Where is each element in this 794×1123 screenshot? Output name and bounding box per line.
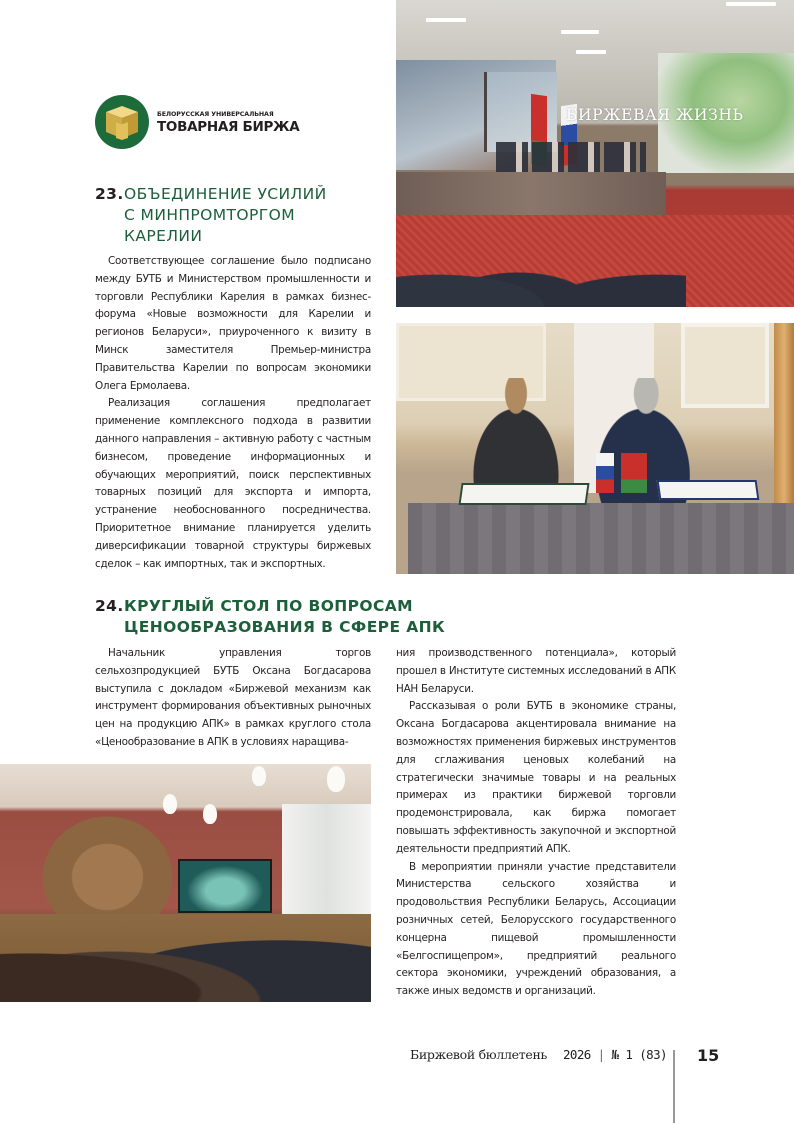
section-24-body-left [95,645,371,752]
ceiling-lamp [561,30,599,34]
russia-table-flag [596,453,614,493]
logo-circle [95,95,149,149]
issue-info [563,1047,667,1062]
paragraph: Реализация соглашения предполагает применение комплексного подхода в развитии данного направления – активную работу с частным бизнесом, проведение информационных и обучающих мероприятий, поиск перспективных товарных позиций для экспорта и импорта, устранение необоснованного посредничества. Приоритетное внимание планируется уделить диверсификации товарной структуры биржевых сделок – как импортных, так и экспортных. [95,397,371,570]
presidium-people [496,142,646,174]
paragraph: Рассказывая о роли БУТБ в экономике страны, Оксана Богдасарова акцентировала внимание на возможностях применения биржевых инструментов для сглаживания ценовых колебаний на стратегически значимые товары и на реальных примерах из практики биржевой торговли продемонстрировала, как биржа помогает повышать эффективность закупочной и экспортной деятельности предприятий АПК. [396,700,676,855]
issue-separator: | [597,1047,605,1062]
title-line: ЦЕНООБРАЗОВАНИЯ В СФЕРЕ АПК [124,618,446,636]
title-line: ОБЪЕДИНЕНИЕ УСИЛИЙ [124,185,327,203]
presentation-screen [178,859,272,913]
pendant-lamp [163,794,177,814]
title-line: КАРЕЛИИ [124,227,203,245]
title-line: КРУГЛЫЙ СТОЛ ПО ВОПРОСАМ [124,597,413,615]
audience [396,232,686,307]
section-number: 24. [95,597,124,615]
footer-divider [673,1050,675,1123]
ceiling-lamp [726,2,776,6]
issue-year: 2026 [563,1047,591,1062]
section-title [124,184,327,247]
section-23-heading [95,184,395,247]
paragraph: Соответствующее соглашение было подписано между БУТБ и Министерством промышленности и торговли Республики Карелия в рамках бизнес-форума «Новые возможности для Карелии и регионов Беларуси», приуроченного к визиту в Минск заместителя Премьер-министра Правительства Карелии по вопросам экономики Олега Ермолаева. [95,255,371,392]
paragraph: Начальник управления торгов сельхозпродукцией БУТБ Оксана Богдасарова выступила с докладом «Биржевой механизм как инструмент формирования объективных рыночных цен на продукцию АПК» в рамках круглого стола «Ценообразование в АПК в условиях наращива- [95,647,371,748]
ceiling-lamp [426,18,466,22]
butb-cube-icon [104,104,140,140]
signing-table [408,503,794,574]
pendant-lamp [327,766,345,792]
agreement-folder [458,483,589,505]
title-line: С МИНПРОМТОРГОМ [124,206,295,224]
pendant-lamp [203,804,217,824]
section-title [124,596,445,638]
photo-business-forum [396,0,794,307]
section-24-heading [95,596,475,638]
photo-agreement-signing [396,323,794,574]
section-23-body [95,253,371,573]
page-number: 15 [697,1046,720,1065]
publication-title: Биржевой бюллетень [410,1047,548,1062]
pendant-lamp [252,766,266,786]
roundtable-participants [0,914,371,1002]
logo-text-top: БЕЛОРУССКАЯ УНИВЕРСАЛЬНАЯ [157,111,274,118]
section-number: 23. [95,185,124,203]
agreement-folder [657,480,760,500]
section-rubric: БИРЖЕВАЯ ЖИЗНЬ [566,106,744,124]
belarus-table-flag [621,453,647,493]
curtain [774,323,794,523]
logo-text-main: ТОВАРНАЯ БИРЖА [157,119,300,135]
issue-number: № 1 (83) [611,1047,667,1062]
paragraph-continued: ния производственного потенциала», который прошел в Институте системных исследований в АПК НАН Беларуси. [396,647,676,695]
paragraph: В мероприятии приняли участие представители Министерства сельского хозяйства и продовольствия Республики Беларусь, Ассоциации розничных сетей, Белорусского государственного концерна пищевой промышленности «Белгоспищепром», предприятий реального сектора экономики, учреждений образования, а также иных ведомств и организаций. [396,860,676,998]
butb-logo [95,95,335,149]
ceiling-lamp [576,50,606,54]
photo-round-table [0,764,371,1002]
section-24-body-right [396,645,676,1001]
presidium-table [396,172,666,216]
